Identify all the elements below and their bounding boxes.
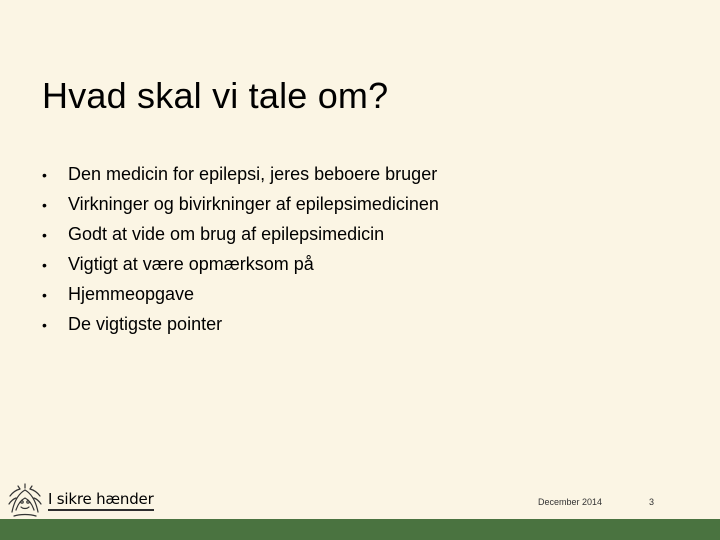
bullet-icon: • bbox=[42, 257, 47, 273]
logo-text: I sikre hænder bbox=[48, 491, 154, 511]
lion-emblem-icon bbox=[6, 482, 44, 520]
bullet-icon: • bbox=[42, 287, 47, 303]
bullet-list bbox=[42, 160, 439, 340]
page-number: 3 bbox=[649, 497, 655, 507]
bullet-icon: • bbox=[42, 167, 47, 183]
list-item bbox=[42, 220, 439, 250]
bullet-text: Vigtigt at være opmærksom på bbox=[68, 254, 314, 274]
bullet-icon: • bbox=[42, 227, 47, 243]
list-item bbox=[42, 310, 439, 340]
bullet-text: Den medicin for epilepsi, jeres beboere bruger bbox=[68, 164, 438, 184]
footer-date: December 2014 bbox=[538, 497, 603, 507]
bullet-icon: • bbox=[42, 317, 47, 333]
footer-logo bbox=[6, 482, 154, 520]
bullet-text: De vigtigste pointer bbox=[68, 314, 223, 334]
bottom-accent-bar bbox=[0, 519, 720, 540]
list-item bbox=[42, 160, 439, 190]
bullet-text: Virkninger og bivirkninger af epilepsimedicinen bbox=[68, 194, 439, 214]
slide-title: Hvad skal vi tale om? bbox=[42, 75, 389, 116]
bullet-text: Godt at vide om brug af epilepsimedicin bbox=[68, 224, 385, 244]
bullet-icon: • bbox=[42, 197, 47, 213]
list-item bbox=[42, 250, 439, 280]
bullet-text: Hjemmeopgave bbox=[68, 284, 195, 304]
list-item bbox=[42, 190, 439, 220]
list-item bbox=[42, 280, 439, 310]
